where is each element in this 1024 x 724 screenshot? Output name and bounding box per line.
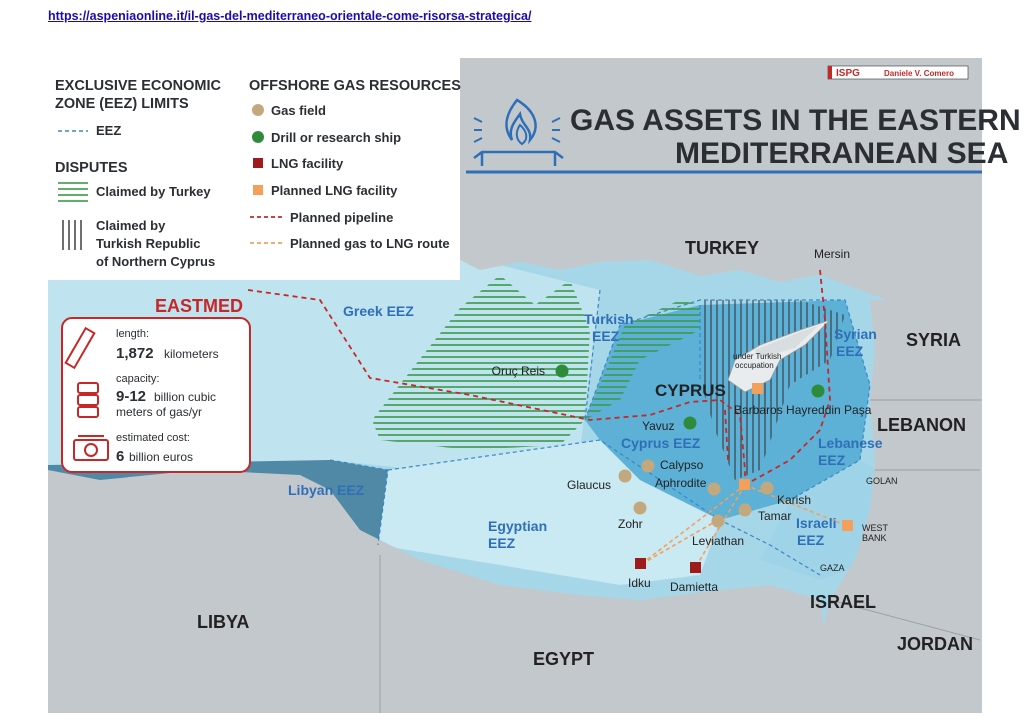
legend-claimed-trnc-2: Turkish Republic (96, 236, 201, 251)
gas-field-tamar (739, 504, 752, 517)
legend-lng-facility: LNG facility (271, 156, 344, 171)
label-turkish-eez-2: EEZ (592, 328, 620, 344)
title-line-1: GAS ASSETS IN THE EASTERN (570, 104, 1021, 137)
legend-gas-field: Gas field (271, 103, 326, 118)
country-libya: LIBYA (197, 612, 250, 632)
label-occupation-1: under Turkish (733, 352, 782, 361)
source-link[interactable]: https://aspeniaonline.it/il-gas-del-mediterraneo-orientale-come-risorsa-strategica/ (48, 9, 532, 23)
legend-claimed-trnc-1: Claimed by (96, 218, 166, 233)
title-line-2: MEDITERRANEAN SEA (675, 137, 1009, 170)
label-syrian-eez-1: Syrian (834, 326, 877, 342)
legend-claimed-turkey: Claimed by Turkey (96, 184, 211, 199)
label-golan: GOLAN (866, 476, 898, 486)
legend-claimed-trnc-3: of Northern Cyprus (96, 254, 216, 269)
legend-lng-swatch (253, 158, 263, 168)
legend-gas-field-swatch (252, 104, 264, 116)
eastmed-capacity-unit-1: billion cubic (154, 390, 217, 404)
legend-planned-pipeline: Planned pipeline (290, 210, 394, 225)
eastmed-capacity-value: 9-12 (116, 388, 147, 405)
planned-lng-israel (842, 520, 853, 531)
planned-lng-cyprus (752, 383, 763, 394)
country-turkey: TURKEY (685, 238, 760, 258)
label-zohr: Zohr (618, 517, 643, 531)
legend-disputes-title: DISPUTES (55, 160, 128, 176)
legend-planned-lng-swatch (253, 185, 263, 195)
eastmed-length-unit: kilometers (164, 347, 219, 361)
legend-drill-swatch (252, 131, 264, 143)
country-israel: ISRAEL (810, 592, 877, 612)
eastmed-box (62, 296, 250, 472)
label-west-bank-1: WEST (862, 523, 888, 533)
label-idku: Idku (628, 576, 651, 590)
label-gaza: GAZA (820, 563, 845, 573)
eastmed-cost-value: 6 (116, 448, 125, 465)
gas-field-calypso (642, 460, 655, 473)
label-tamar: Tamar (758, 509, 792, 523)
gas-field-aphrodite (708, 483, 721, 496)
ship-yavuz (684, 417, 697, 430)
country-cyprus: CYPRUS (655, 381, 726, 400)
ship-oruc-reis (556, 365, 569, 378)
label-egyptian-eez-1: Egyptian (488, 518, 548, 534)
ship-barbaros (812, 385, 825, 398)
credit-badge (828, 66, 968, 79)
label-israeli-eez-1: Israeli (796, 515, 837, 531)
planned-lng-offshore (739, 479, 750, 490)
country-jordan: JORDAN (897, 634, 974, 654)
gas-field-zohr (634, 502, 647, 515)
label-turkish-eez-1: Turkish (584, 311, 634, 327)
label-calypso: Calypso (660, 458, 704, 472)
label-lebanese-eez-2: EEZ (818, 452, 846, 468)
gas-field-leviathan (712, 515, 725, 528)
legend-drill-ship: Drill or research ship (271, 130, 402, 145)
credit-isp: ISPG (836, 68, 860, 79)
legend-eez-item: EEZ (96, 123, 122, 138)
legend-eez-title-2: ZONE (EEZ) LIMITS (55, 96, 189, 112)
lng-idku (635, 558, 646, 569)
country-lebanon: LEBANON (877, 415, 966, 435)
label-oruc-reis: Oruç Reis (491, 364, 545, 378)
eastmed-title: EASTMED (155, 296, 244, 316)
label-israeli-eez-2: EEZ (797, 532, 825, 548)
gas-field-glaucus (619, 470, 632, 483)
eastmed-length-value: 1,872 (116, 345, 154, 362)
label-glaucus: Glaucus (567, 478, 612, 492)
legend-planned-lng: Planned LNG facility (271, 183, 398, 198)
eastmed-cost-unit: billion euros (129, 450, 194, 464)
label-lebanese-eez-1: Lebanese (818, 435, 883, 451)
label-damietta: Damietta (670, 580, 719, 594)
gas-field-karish (761, 482, 774, 495)
label-libyan-eez: Libyan EEZ (288, 482, 365, 498)
country-syria: SYRIA (906, 330, 962, 350)
credit-author: Daniele V. Comero (884, 69, 954, 78)
legend-turkey-swatch (58, 180, 88, 204)
eastmed-length-label: length: (116, 328, 150, 340)
label-karish: Karish (777, 493, 812, 507)
label-leviathan: Leviathan (692, 534, 745, 548)
label-barbaros: Barbaros Hayreddin Paşa (734, 403, 872, 417)
country-egypt: EGYPT (533, 649, 595, 669)
label-west-bank-2: BANK (862, 533, 887, 543)
label-yavuz: Yavuz (642, 419, 675, 433)
legend-planned-gas-route: Planned gas to LNG route (290, 236, 450, 251)
label-occupation-2: occupation (735, 361, 774, 370)
legend-eez-title-1: EXCLUSIVE ECONOMIC (55, 78, 221, 94)
label-mersin: Mersin (814, 247, 851, 261)
label-cyprus-eez: Cyprus EEZ (621, 435, 701, 451)
eastmed-capacity-unit-2: meters of gas/yr (116, 405, 203, 419)
eastmed-capacity-label: capacity: (116, 373, 160, 385)
legend-panel (48, 58, 461, 280)
legend-trnc-swatch (62, 220, 84, 250)
eastmed-cost-label: estimated cost: (116, 432, 190, 444)
label-egyptian-eez-2: EEZ (488, 535, 516, 551)
label-aphrodite: Aphrodite (655, 476, 707, 490)
label-greek-eez: Greek EEZ (343, 303, 414, 319)
legend-offshore-title: OFFSHORE GAS RESOURCES (249, 78, 461, 94)
lng-damietta (690, 562, 701, 573)
label-syrian-eez-2: EEZ (836, 343, 864, 359)
